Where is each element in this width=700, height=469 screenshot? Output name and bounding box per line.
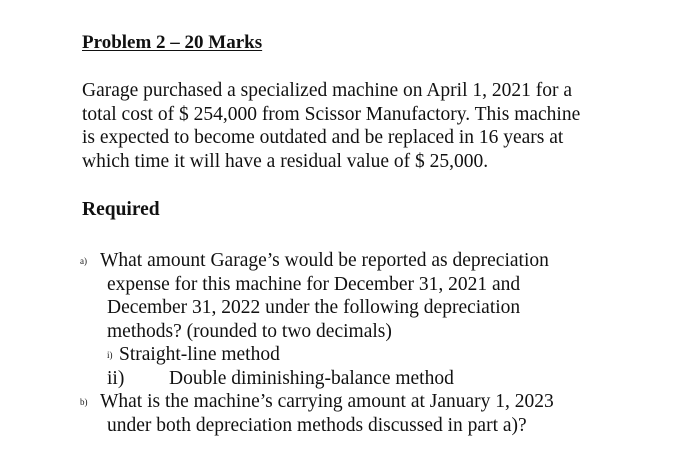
problem-title: Problem 2 – 20 Marks [82, 32, 263, 53]
question-b [80, 390, 680, 437]
question-a-line: methods? (rounded to two decimals) [107, 320, 392, 342]
questions-list [80, 249, 680, 437]
method-label: Double diminishing-balance method [169, 367, 454, 389]
question-a [80, 249, 680, 390]
method-marker: ii) [107, 367, 125, 389]
method-marker: i) [107, 350, 113, 360]
question-b-line [80, 390, 680, 414]
required-heading: Required [82, 199, 160, 220]
question-a-text: What amount Garage’s would be reported as depreciation [100, 250, 549, 271]
question-b-marker: b) [80, 397, 88, 407]
intro-line: total cost of $ 254,000 from Scissor Manufactory. This machine [82, 103, 581, 125]
method-item [80, 343, 680, 367]
problem-intro [82, 79, 642, 173]
question-a-line: expense for this machine for December 31, 2021 and [107, 273, 521, 295]
question-a-marker: a) [80, 256, 87, 266]
question-a-line: December 31, 2022 under the following depreciation [107, 297, 521, 318]
intro-line: is expected to become outdated and be replaced in 16 years at [82, 127, 564, 148]
question-b-line: under both depreciation methods discussed in part a)? [107, 414, 527, 436]
method-label: Straight-line method [119, 344, 280, 365]
question-a-line [80, 249, 680, 273]
intro-line: which time it will have a residual value of $ 25,000. [82, 150, 489, 172]
question-b-text: What is the machine’s carrying amount at January 1, 2023 [100, 391, 554, 412]
intro-line: Garage purchased a specialized machine on April 1, 2021 for a [82, 80, 573, 101]
method-item [80, 367, 680, 391]
